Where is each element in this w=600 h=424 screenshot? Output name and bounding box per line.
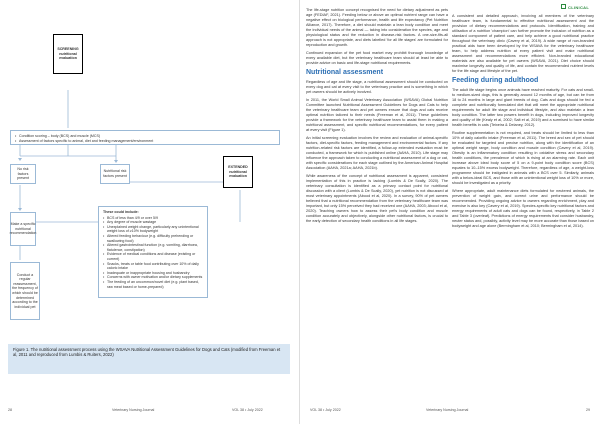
footer-left-issue: VOL 38 • July 2022 bbox=[232, 408, 263, 412]
section-icon bbox=[561, 4, 566, 9]
risk-factor: • Altered gastrointestinal function (e.g. vomiting, diarrhoea, flatulence, constipation) bbox=[103, 243, 203, 252]
paragraph: An initial screening evaluation involves the review and evaluation of animal-specific factors, diet-specific factors, feeding management and environmental factors. If any nutrition-related risk factors are identified, a follow-up extended evaluation must be conducted, a framework for which is published online (AAHA, 2010). Life stage may influence the approach taken to conducting a nutritional assessment of a dog or cat, with specific considerations for each stage outlined by the American Animal Hospital Association (AAHA, 2021a; AAHA, 2021b). bbox=[306, 136, 448, 170]
risk-factor: • Concerns with owner motivation and/or dietary supplements bbox=[103, 275, 203, 280]
article-column-1 bbox=[306, 8, 448, 227]
risk-factor: • Unexplained weight change, particularly any unintentional weight loss of ≥10% bodyweight bbox=[103, 225, 203, 234]
paragraph: A consistent and detailed approach, involving all members of the veterinary healthcare team, is fundamental to effective nutritional assessment and the provision of dietary recommendations and protocols. Identification, training and utilisation of a nutrition 'champion' can further promote the inclusion of nutrition as a standard component of patient care, and help achieve a good nutritional practice throughout the veterinary clinic (Cavery et al, 2019). A wide range of non-branded practical aids have been developed by the WSAVA for the veterinary healthcare team, to help address nutrition at every patient visit and make nutritional assessment and recommendations more efficient. Non-branded educational materials are also available for pet owners (WSAVA, 2021). Diet choice should maximise longevity and quality of life, and contain the recommended nutrient levels for the life stage and lifestyle of the pet. bbox=[452, 14, 594, 73]
risk-factor: • Snacks, treats or table food contributing over 10% of daily caloric intake bbox=[103, 262, 203, 271]
paragraph: Continued expansion of the pet food market may prohibit thorough knowledge of every available diet, but the veterinary healthcare team should at least be able to provide advice on basic and life-stage nutritional requirements. bbox=[306, 51, 448, 65]
risk-factor: • Inadequate or inappropriate housing and husbandry bbox=[103, 271, 203, 276]
make-recommendation-box bbox=[10, 212, 36, 246]
paragraph: The adult life stage begins once animals have reached maturity. For cats and small- to medium-sized dogs, this is generally around 12 months of age, but can be from 18 to 24 months in large and giant breeds of dog. Cats and dogs should be fed a complete and nutritionally formulated diet that will meet the appropriate nutritional requirements for adult life stage and individual lifestyle, and also maintain a lean body condition. The latter two powers benefit in dogs, including improved longevity and quality of life (Kealy et al, 2002; Salt et al, 2019) and a surmised to have similar health benefits in cats (Teixeira & Delaney, 2012). bbox=[452, 88, 594, 127]
risk-factor: • Any degree of muscle wastage bbox=[103, 220, 203, 225]
risk-present-box bbox=[100, 164, 130, 184]
section-label: CLINICAL bbox=[568, 5, 590, 10]
risk-factors-box bbox=[98, 206, 208, 298]
paragraph: While awareness of the concept of nutritional assessment is apparent, consistent implementation of this in practice is lacking (Lumbis & De Scally, 2020). The veterinary consultation is identified as a primary contact point for nutritional discussion with a client (Lumbis & De Scally, 2020), yet nutrition is not discussed at most veterinary appointments (Abood et al, 2020). In a survey, 90% of pet owners believed that a nutritional recommendation from the veterinary healthcare team was important, but only 15% perceived they had received one (AAHA, 2003; Abood et al, 2020). Teaching owners how to assess their pet's body condition and muscle condition accurately and objectively, alongside other nutritional factors, is crucial to the early detection of secondary health conditions in all life stages. bbox=[306, 174, 448, 223]
screening-label: SCREENING nutritional evaluation bbox=[57, 47, 79, 61]
no-risk-label: No risk factors present bbox=[17, 167, 29, 181]
reassess-box bbox=[10, 262, 40, 320]
article-column-2 bbox=[452, 14, 594, 232]
risk-factors-header: These could include: bbox=[103, 210, 139, 214]
extended-box bbox=[223, 156, 253, 188]
paragraph: In 2011, the World Small Animal Veterinary Association (WSAVA) Global Nutrition Committee launched Nutritional Assessment Guidelines for Dogs and Cats to help the veterinary healthcare team and pet owners ensure that dogs and cats receive optimal nutrition tailored to their needs (Freeman et al, 2011). These guidelines provide a framework for the veterinary healthcare team to assist them in making a nutritional assessment, and specific nutritional recommendations, for every patient at every visit (Figure 1). bbox=[306, 98, 448, 132]
reassess-label: Conduct a regular reassessment, the frequency of which should be determined according to the individual pet bbox=[12, 272, 38, 309]
screening-factor: • Assessment of factors specific to animal, diet and feeding management/environment bbox=[15, 139, 275, 144]
risk-factor: • BCS of less than 4/9 or over 5/9 bbox=[103, 216, 203, 221]
paragraph: Regardless of age and life stage, a nutritional assessment should be conducted on every dog and cat at every visit to the veterinary practice and is something in which pet owners should be actively involved. bbox=[306, 80, 448, 94]
footer-right-journal: Veterinary Nursing Journal bbox=[426, 408, 469, 412]
paragraph: Routine supplementation is not required, and treats should be limited to less than 10% of daily calorific intake (Freeman et al, 2011). The breed and sex of pet should be evaluated for targeted and precise nutrition, along with the identification of an optimal weight range, body condition and muscle condition (Cavery et al, 2019). Obesity is an inflammatory condition resulting in oxidative stress and secondary health conditions, the prevalence of which is rising at an alarming rate. Each unit increase above ideal body score of 5 on a 9-point body condition score (BCS) equates to 10–15% excess bodyweight. Therefore, regardless of age, a weight-loss programme should be instigated in animals with a BCS over 5. Similarly, animals with a below-ideal BCS, and those with an unintentional weight loss of 10% or more, should be investigated as a priority. bbox=[452, 131, 594, 185]
flowchart bbox=[8, 10, 290, 340]
risk-factor: • Evidence of medical conditions and disease (existing or current) bbox=[103, 252, 203, 261]
risk-present-label: Nutritional risk factors present bbox=[103, 169, 127, 178]
make-recommendation-label: Make a specific nutritional recommendation bbox=[9, 222, 37, 236]
footer-right-issue: VOL 38 • July 2022 bbox=[310, 408, 341, 412]
extended-label: EXTENDED nutritional evaluation bbox=[228, 165, 248, 179]
screening-factor: • Condition scoring – body (BCS) and muscle (MCS) bbox=[15, 134, 275, 139]
footer-left-journal: Veterinary Nursing Journal bbox=[112, 408, 155, 412]
paragraph: Where appropriate, adult maintenance diets formulated for neutered animals, the prevention of weight gain, and correct urine and performance should be recommended. Providing ongoing advice to owners regarding enrichment, play and exercise is also key (Cavery et al, 2019). Species-specific key nutritional factors and energy requirements of adult cats and dogs can be found, respectively, in Table 2 and Table 3 (overleaf). Predictions of energy requirements that consider husbandry, neuter status and, possibly, activity level may be more accurate than those based on bodyweight and age alone (Bermingham et al, 2010; Bermingham et al, 2014). bbox=[452, 189, 594, 228]
section-heading: Nutritional assessment bbox=[306, 69, 384, 76]
figure-caption: Figure 1. The nutritional assessment process using the WSAVA Nutritional Assessment Guidelines for Dogs and Cats (modified from Freeman et al, 2011 and reproduced from Lumbis & Ruiters, 2022) bbox=[8, 344, 290, 374]
screening-factors-box bbox=[10, 130, 280, 145]
paragraph: The life-stage nutrition concept recognised the need for dietary adjustment as pets age (FEDIAF, 2021). Feeding below or above an optimal nutrient range can have a negative effect on biological performance, health and life expectancy (Pet Nutrition Alliance, 2017). Therefore, a diet should maintain a lean body condition and meet the individual needs of the animal — taking into consideration the species, age and physiological status and the reduction in disease-risk factors. A one-size-fits-all approach is not appropriate, and diets labelled 'for all life stages' are formulated for reproduction and growth. bbox=[306, 8, 448, 47]
footer-right-page-number: 29 bbox=[586, 408, 590, 412]
no-risk-box bbox=[10, 164, 36, 184]
risk-factor: • Altered feeding behaviour (e.g. difficulty prehending or swallowing food) bbox=[103, 234, 203, 243]
screening-box bbox=[53, 34, 83, 74]
right-page bbox=[300, 0, 600, 424]
footer-left-page-number: 28 bbox=[8, 408, 12, 412]
risk-factor: • The feeding of an uncommon/novel diet (e.g. plant based, raw meat based or home-prepared) bbox=[103, 280, 203, 289]
section-heading: Feeding during adulthood bbox=[452, 77, 539, 84]
